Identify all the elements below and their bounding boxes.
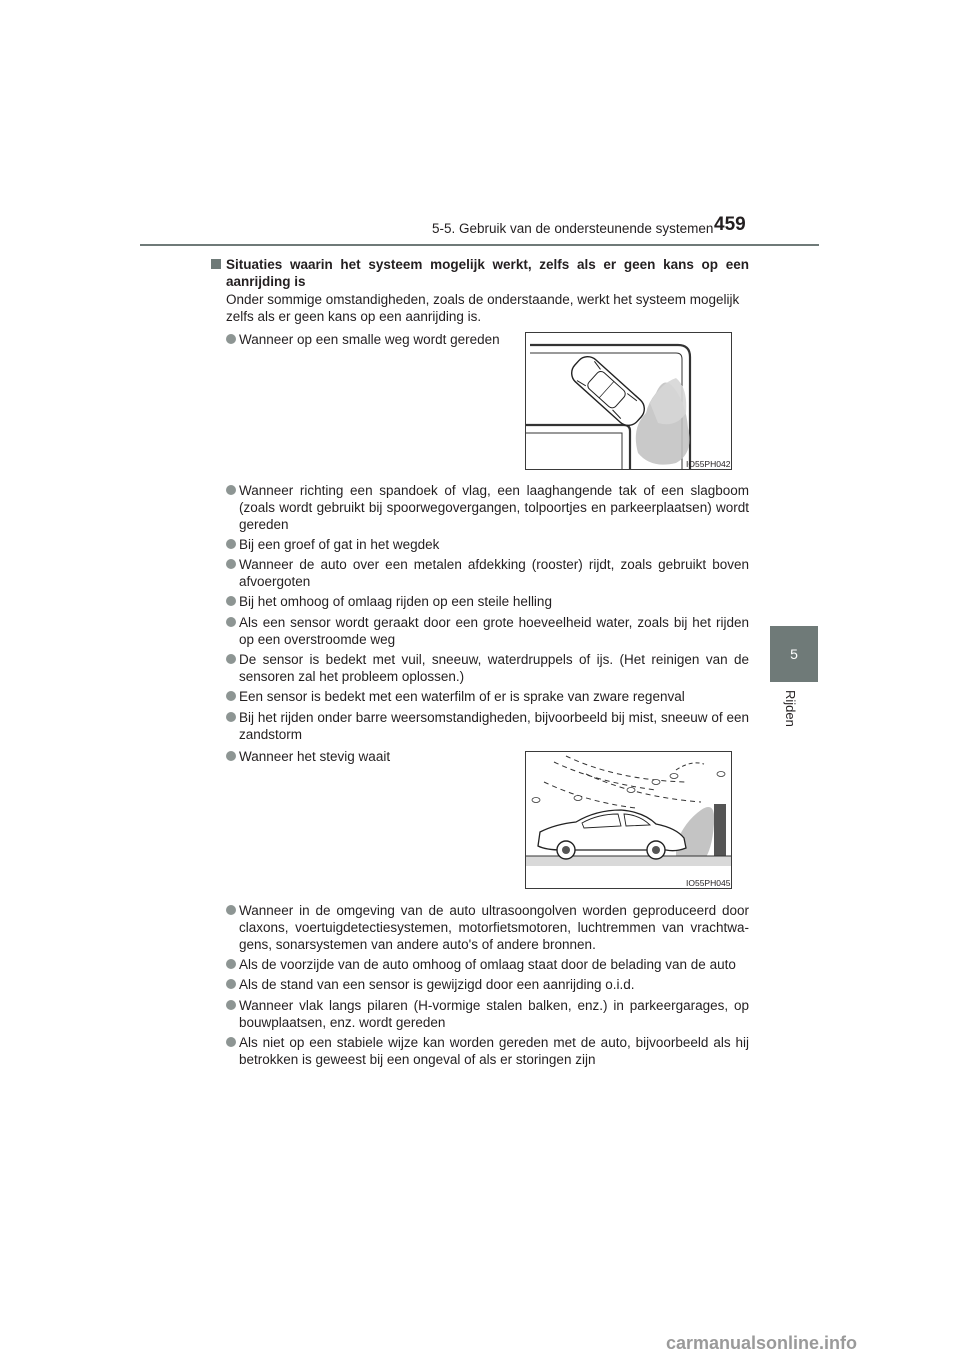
circle-bullet-icon xyxy=(226,617,236,627)
chapter-label: Rijden xyxy=(783,690,798,727)
circle-bullet-icon xyxy=(226,654,236,664)
strong-wind-illustration xyxy=(525,751,732,889)
list-item xyxy=(226,482,749,533)
circle-bullet-icon xyxy=(226,691,236,701)
circle-bullet-icon xyxy=(226,905,236,915)
list-item xyxy=(226,536,749,553)
section-intro: Onder sommige omstandigheden, zoals de onderstaande, werkt het systeem mogelijk zelfs als er geen kans op een aanrijding is. xyxy=(226,292,740,324)
list-item xyxy=(226,651,749,685)
circle-bullet-icon xyxy=(226,959,236,969)
list-item xyxy=(226,688,749,705)
circle-bullet-icon xyxy=(226,979,236,989)
circle-bullet-icon xyxy=(226,485,236,495)
circle-bullet-icon xyxy=(226,1037,236,1047)
circle-bullet-icon xyxy=(226,712,236,722)
list-item-text: Als de voorzijde van de auto omhoog of omlaag staat door de belading van de auto xyxy=(239,957,736,972)
circle-bullet-icon xyxy=(226,334,236,344)
list-item-text: Wanneer vlak langs pilaren (H-vormige stalen balken, enz.) in parkeergarages, op bouwplaatsen, enz. wordt gereden xyxy=(239,998,749,1030)
list-item-text: Wanneer op een smalle weg wordt gereden xyxy=(239,332,500,347)
list-item xyxy=(226,956,749,973)
list-item-text: Wanneer in de omgeving van de auto ultrasoongolven worden geproduceerd door claxons, voertuigdetectiesystemen, motorfietsmotoren, luchtremmen van vrachtwa-gens, sonarsystemen van andere auto's of andere bronnen. xyxy=(239,903,749,952)
list-item-text: Als niet op een stabiele wijze kan worden gereden met de auto, bijvoorbeeld als hij betrokken is geweest bij een ongeval of als er storingen zijn xyxy=(239,1035,749,1067)
circle-bullet-icon xyxy=(226,1000,236,1010)
circle-bullet-icon xyxy=(226,539,236,549)
chapter-tab xyxy=(770,626,818,682)
list-item-text: Bij het rijden onder barre weersomstandigheden, bijvoorbeeld bij mist, sneeuw of een zandstorm xyxy=(239,710,749,742)
page-number: 459 xyxy=(714,214,746,235)
list-item xyxy=(226,748,506,765)
list-item xyxy=(226,709,749,743)
list-item xyxy=(226,593,749,610)
watermark: carmanualsonline.info xyxy=(666,1333,858,1353)
section-heading xyxy=(211,256,749,290)
list-item xyxy=(226,902,749,953)
circle-bullet-icon xyxy=(226,559,236,569)
header-divider xyxy=(140,244,819,246)
list-item xyxy=(226,331,506,348)
list-item-text: Wanneer de auto over een metalen afdekking (rooster) rijdt, zoals gebruikt boven afvoergoten xyxy=(239,557,749,589)
list-item-text: Een sensor is bedekt met een waterfilm of er is sprake van zware regenval xyxy=(239,689,685,704)
list-item xyxy=(226,997,749,1031)
list-item-text: Wanneer het stevig waait xyxy=(239,749,391,764)
figure-code: IO55PH045 xyxy=(686,878,731,888)
section-heading-text: Situaties waarin het systeem mogelijk werkt, zelfs als er geen kans op een aanrijding is xyxy=(226,257,749,289)
list-item xyxy=(226,976,749,993)
list-item-text: Als een sensor wordt geraakt door een grote hoeveelheid water, zoals bij het rijden op een overstroomde weg xyxy=(239,615,749,647)
list-item xyxy=(226,1034,749,1068)
list-item-text: Bij een groef of gat in het wegdek xyxy=(239,537,440,552)
chapter-number: 5 xyxy=(790,646,798,662)
list-item xyxy=(226,556,749,590)
circle-bullet-icon xyxy=(226,596,236,606)
narrow-road-illustration xyxy=(525,332,732,470)
header-section-title: 5-5. Gebruik van de ondersteunende systemen xyxy=(432,221,714,236)
list-item-text: De sensor is bedekt met vuil, sneeuw, waterdruppels of ijs. (Het reinigen van de sensoren zal het probleem oplossen.) xyxy=(239,652,749,684)
list-item-text: Wanneer richting een spandoek of vlag, een laaghangende tak of een slagboom (zoals wordt gebruikt bij spoorwegovergangen, tolpoortjes en parkeerplaatsen) wordt gereden xyxy=(239,483,749,532)
figure-code: IO55PH042 xyxy=(686,459,731,469)
list-item-text: Bij het omhoog of omlaag rijden op een steile helling xyxy=(239,594,552,609)
list-item xyxy=(226,614,749,648)
list-item-text: Als de stand van een sensor is gewijzigd door een aanrijding o.i.d. xyxy=(239,977,635,992)
circle-bullet-icon xyxy=(226,751,236,761)
